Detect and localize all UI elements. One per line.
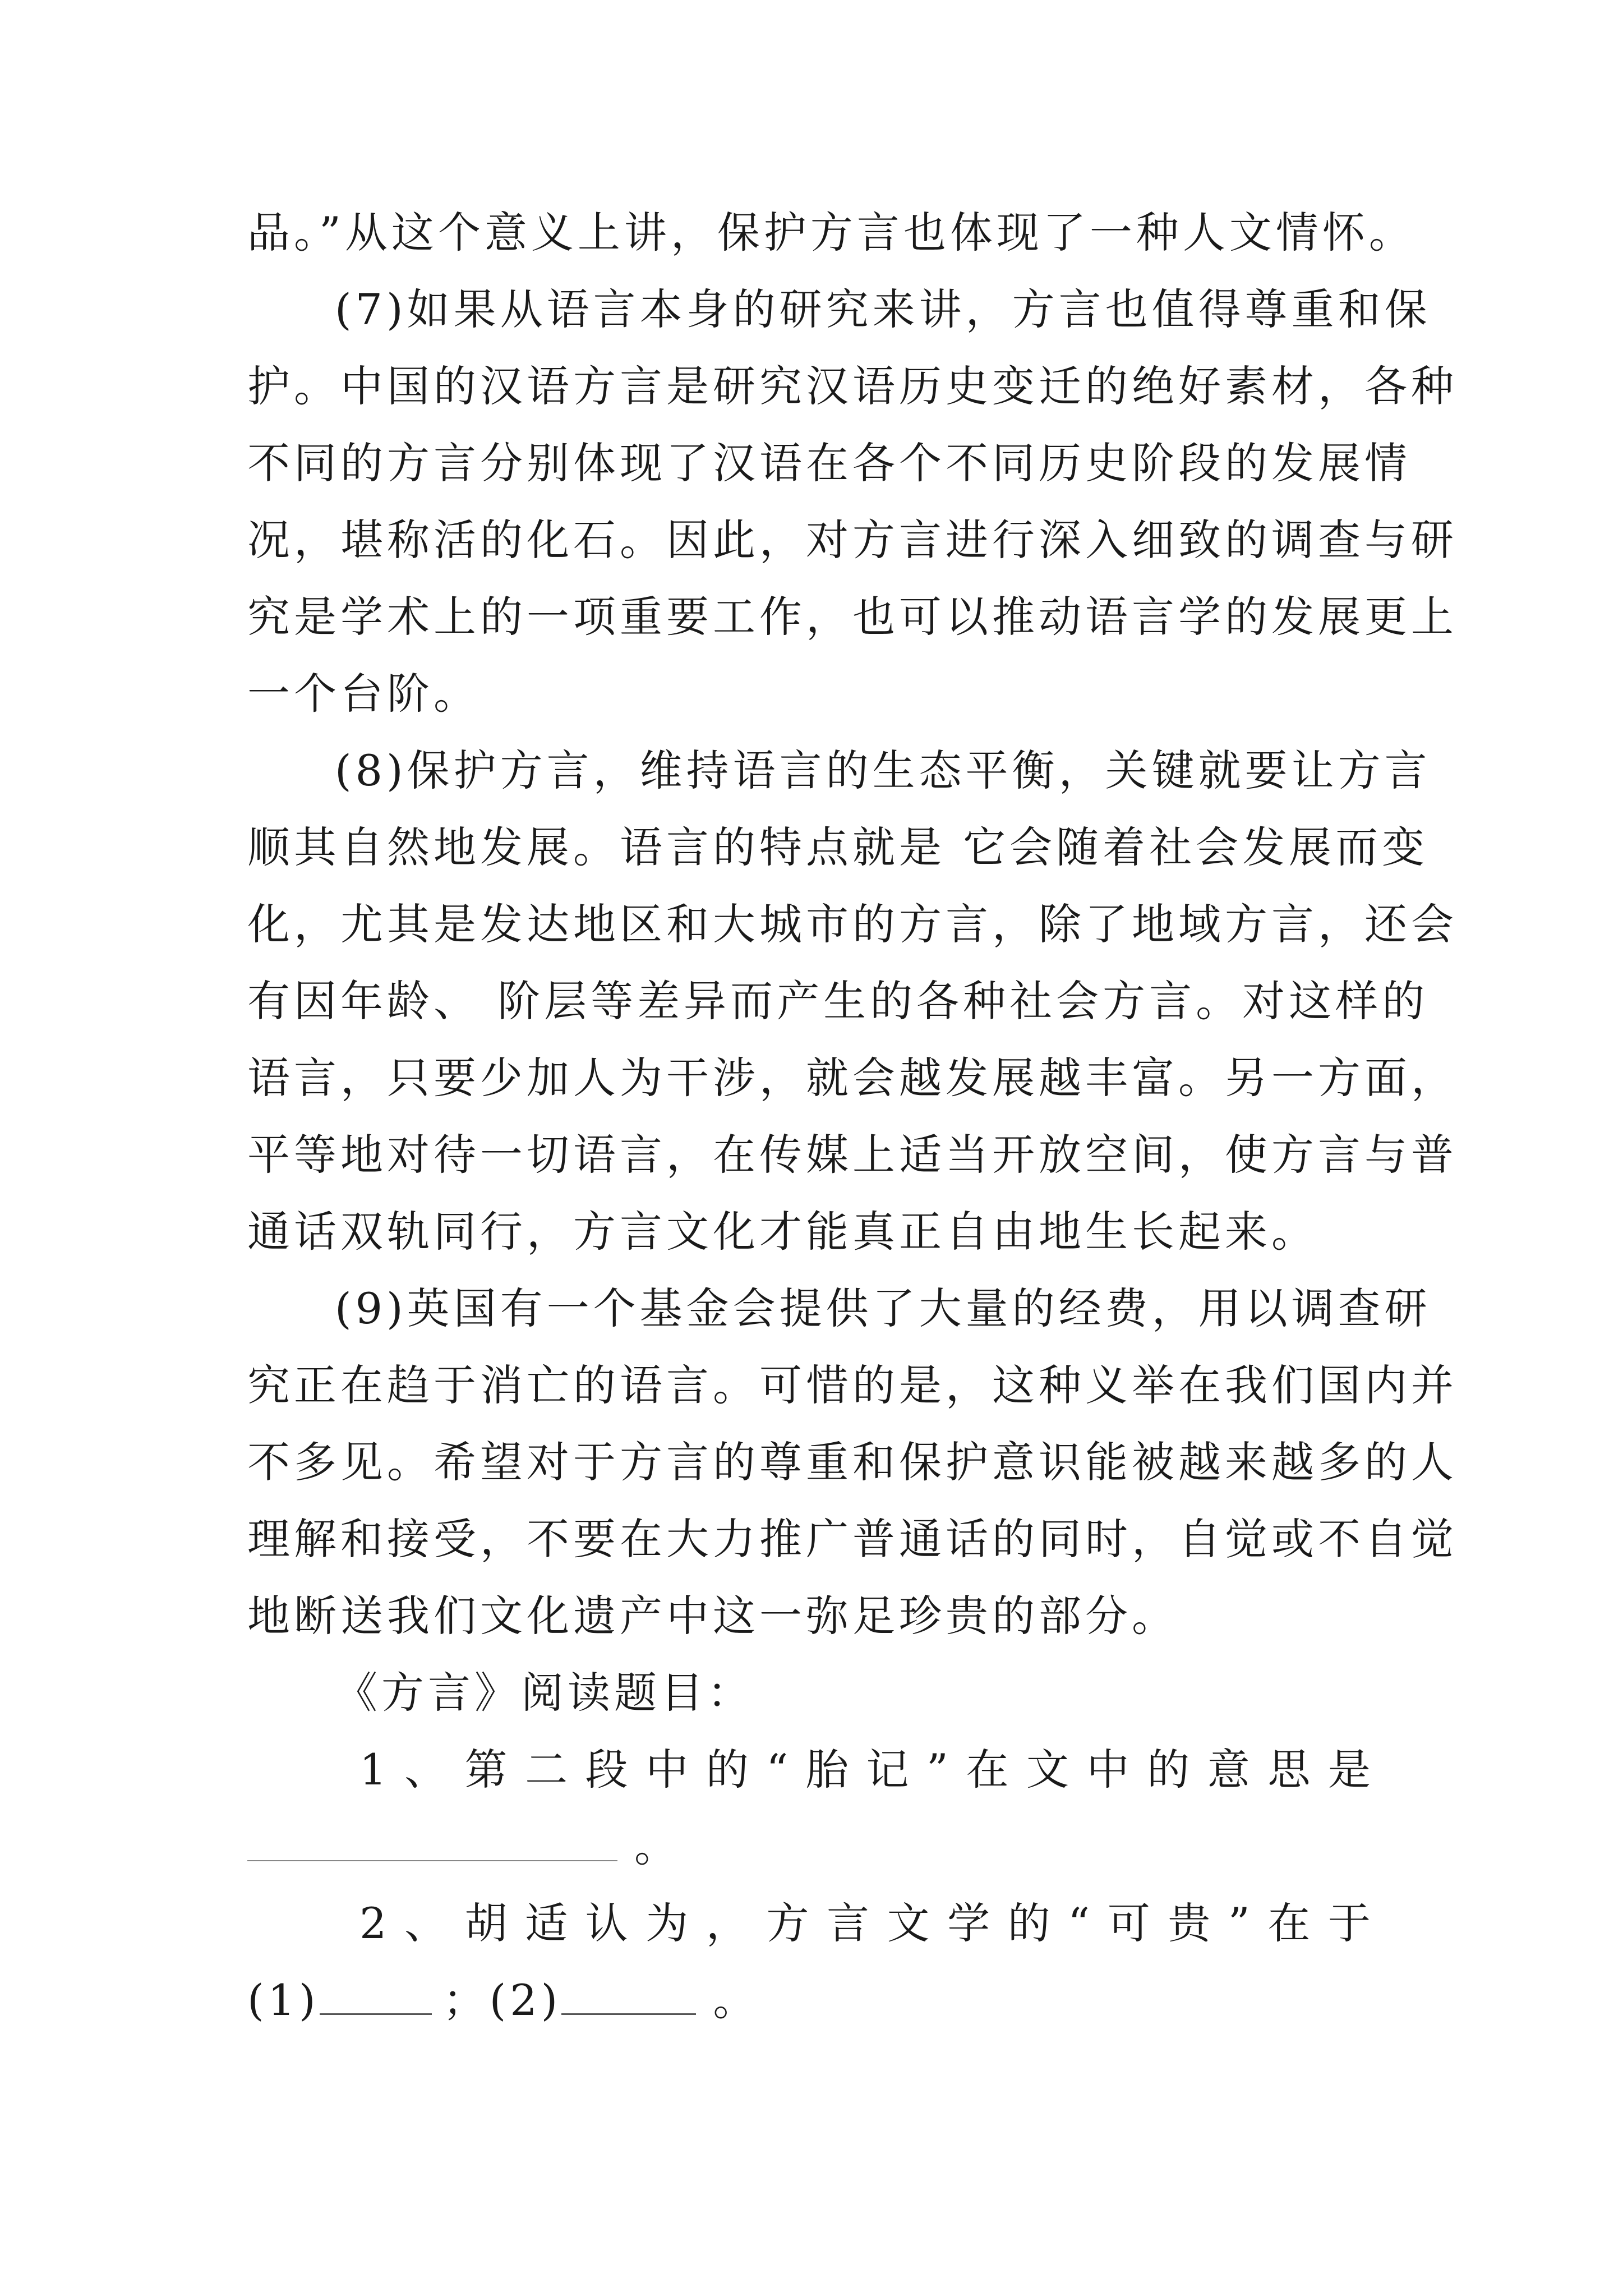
text-line: 护。中国的汉语方言是研究汉语历史变迁的绝好素材，各种 (247, 361, 1458, 411)
answer-blank-1[interactable] (320, 1978, 432, 2015)
question-char: 段 (585, 1745, 632, 1795)
question-char: 的 (706, 1745, 753, 1795)
question-char: ， (706, 1898, 753, 1948)
question-char: 第 (464, 1745, 511, 1795)
text-line: 究正在趋于消亡的语言。可惜的是，这种义举在我们国内并 (247, 1360, 1458, 1410)
answer-blank-2[interactable] (561, 1978, 696, 2015)
text-line: (9)英国有一个基金会提供了大量的经费，用以调查研 (335, 1283, 1431, 1333)
question-char: 方 (766, 1898, 813, 1948)
question-char: 为 (645, 1898, 693, 1948)
question-char: 适 (525, 1898, 572, 1948)
question-1-end: 。 (634, 1821, 681, 1871)
question-char: 可 (1107, 1898, 1154, 1948)
text-line: 地断送我们文化遗产中这一弥足珍贵的部分。 (247, 1591, 1178, 1641)
question-1-answer (247, 1816, 681, 1878)
text-line: (8)保护方言，维持语言的生态平衡，关键就要让方言 (335, 746, 1431, 795)
text-line: 化，尤其是发达地区和大城市的方言，除了地域方言，还会 (247, 899, 1458, 949)
text-line: 有因年龄、 阶层等差异而产生的各种社会方言。对这样的 (247, 976, 1429, 1026)
question-char: 于 (1327, 1898, 1375, 1948)
question-char: “ (1068, 1898, 1094, 1948)
question-char: 认 (585, 1898, 632, 1948)
question-char: 是 (1327, 1745, 1375, 1795)
part-2-label: ；(2) (442, 1975, 562, 2025)
question-2 (247, 1893, 1375, 1954)
question-char: 、 (404, 1745, 451, 1795)
text-line: 况，堪称活的化石。因此，对方言进行深入细致的调查与研 (247, 515, 1458, 565)
text-line: 理解和接受，不要在大力推广普通话的同时，自觉或不自觉 (247, 1514, 1458, 1564)
question-char: 中 (1086, 1745, 1133, 1795)
text-line: 不多见。希望对于方言的尊重和保护意识能被越来越多的人 (247, 1437, 1458, 1487)
text-line: 不同的方言分别体现了汉语在各个不同历史阶段的发展情 (247, 438, 1411, 488)
question-char: ” (926, 1745, 952, 1795)
part-1-label: (1) (247, 1975, 320, 2025)
question-char: 胎 (805, 1745, 852, 1795)
question-char: 记 (866, 1745, 913, 1795)
question-char: 胡 (464, 1898, 511, 1948)
question-char: 思 (1267, 1745, 1315, 1795)
question-char: 言 (826, 1898, 873, 1948)
question-char: 文 (887, 1898, 934, 1948)
question-char: 的 (1007, 1898, 1054, 1948)
question-char: 学 (947, 1898, 994, 1948)
text-line: 顺其自然地发展。语言的特点就是 它会随着社会发展而变 (247, 822, 1429, 872)
question-char: 意 (1207, 1745, 1254, 1795)
text-line: (7)如果从语言本身的研究来讲，方言也值得尊重和保 (335, 284, 1431, 334)
text-line: 一个台阶。 (247, 669, 480, 719)
question-char: 在 (1267, 1898, 1315, 1948)
text-line: 究是学术上的一项重要工作，也可以推动语言学的发展更上 (247, 592, 1458, 642)
question-char: ” (1228, 1898, 1254, 1948)
text-line: 通话双轨同行，方言文化才能真正自由地生长起来。 (247, 1207, 1318, 1257)
question-char: 文 (1026, 1745, 1073, 1795)
question-char: 贵 (1168, 1898, 1215, 1948)
text-line: 品。”从这个意义上讲，保护方言也体现了一种人文情怀。 (247, 208, 1415, 257)
question-char: 中 (645, 1745, 693, 1795)
question-char: 2 (359, 1898, 391, 1948)
question-char: 1 (359, 1745, 391, 1795)
text-line: 平等地对待一切语言，在传媒上适当开放空间，使方言与普 (247, 1130, 1458, 1180)
question-1 (247, 1739, 1375, 1801)
question-char: 、 (404, 1898, 451, 1948)
question-2-answers (247, 1970, 759, 2031)
question-char: 的 (1147, 1745, 1194, 1795)
text-line: 《方言》阅读题目： (335, 1668, 754, 1718)
question-char: “ (766, 1745, 792, 1795)
text-line: 语言，只要少加人为干涉，就会越发展越丰富。另一方面， (247, 1053, 1458, 1103)
question-char: 在 (966, 1745, 1013, 1795)
question-2-end: 。 (713, 1975, 760, 2025)
question-char: 二 (525, 1745, 572, 1795)
answer-blank[interactable] (247, 1825, 617, 1861)
